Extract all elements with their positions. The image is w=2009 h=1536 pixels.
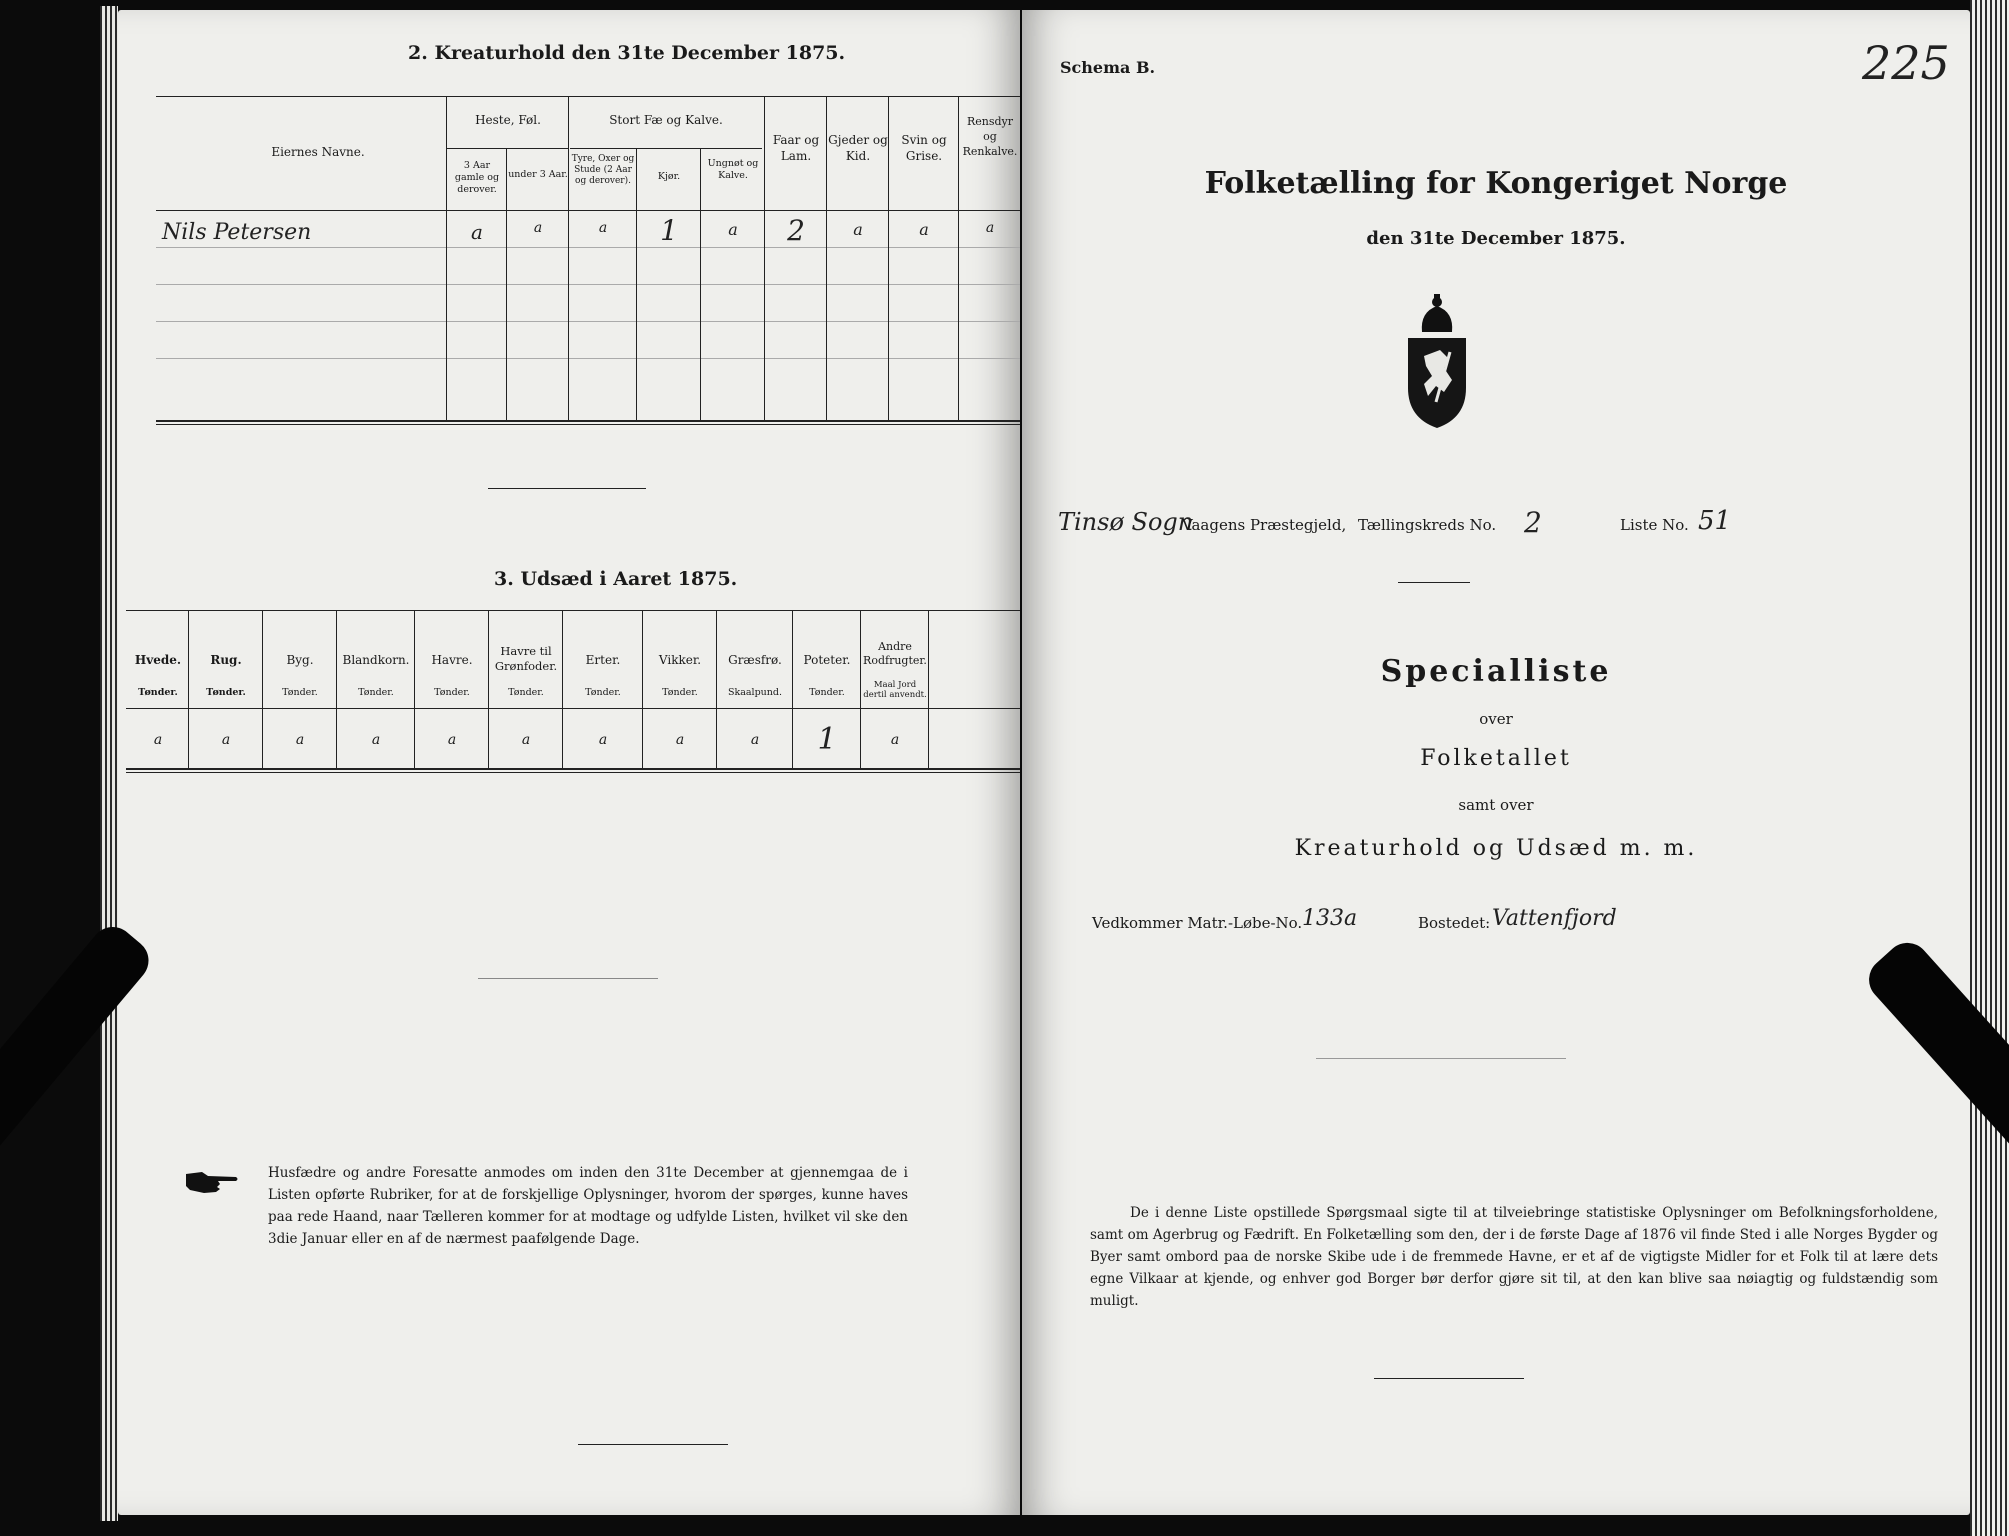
val-horses-under3: a xyxy=(533,220,543,236)
val-andre-rodfrugter: a xyxy=(890,732,900,748)
val-sheep: 2 xyxy=(787,214,805,247)
sogn-value: Tinsø Sogn xyxy=(1058,508,1194,536)
samt-over-label: samt over xyxy=(1458,796,1534,814)
val-havre-gronfoder: a xyxy=(521,732,531,748)
unit-blandkorn: Tønder. xyxy=(358,687,394,698)
unit-graesfro: Skaalpund. xyxy=(727,687,783,698)
col-poteter: Poteter. xyxy=(803,653,851,667)
col-hvede: Hvede. xyxy=(134,653,182,667)
page-number: 225 xyxy=(1862,36,1950,90)
liste-label: Liste No. xyxy=(1620,516,1689,534)
pointing-hand-icon xyxy=(184,1168,240,1196)
over-label: over xyxy=(1479,710,1513,728)
col-cattle-young: Ungnøt og Kalve. xyxy=(707,158,759,181)
divider xyxy=(488,488,646,489)
val-pigs: a xyxy=(919,220,929,239)
col-cattle-cows: Kjør. xyxy=(657,171,681,182)
section2-heading: 2. Kreaturhold den 31te December 1875. xyxy=(408,42,846,64)
faint-rule-right xyxy=(1316,1058,1566,1059)
unit-havre-gronfoder: Tønder. xyxy=(508,687,544,698)
kreds-value: 2 xyxy=(1524,506,1542,539)
owner-name: Nils Petersen xyxy=(162,220,312,245)
col-sheep: Faar og Lam. xyxy=(772,133,820,163)
col-havre-gronfoder: Havre til Grønfoder. xyxy=(494,644,558,673)
val-graesfro: a xyxy=(750,732,760,748)
schema-label: Schema B. xyxy=(1060,58,1156,77)
col-horses: Heste, Føl. xyxy=(475,113,541,127)
col-erter: Erter. xyxy=(585,653,621,667)
main-title: Folketælling for Kongeriget Norge xyxy=(1204,166,1788,201)
val-vikker: a xyxy=(675,732,685,748)
val-goats: a xyxy=(853,220,863,239)
col-cattle-bulls: Tyre, Oxer og Stude (2 Aar og derover). xyxy=(571,154,635,186)
val-havre: a xyxy=(447,732,457,748)
bottom-rule xyxy=(578,1444,728,1445)
col-blandkorn: Blandkorn. xyxy=(342,653,410,667)
val-cattle-cows: 1 xyxy=(660,214,678,247)
col-pigs: Svin og Grise. xyxy=(901,133,947,163)
col-horses-3up: 3 Aar gamle og derover. xyxy=(454,160,500,195)
col-horses-under3: under 3 Aar. xyxy=(508,169,568,180)
bosted-value: Vattenfjord xyxy=(1492,906,1617,931)
unit-byg: Tønder. xyxy=(282,687,318,698)
col-reindeer: Rensdyr og Renkalve. xyxy=(962,115,1018,158)
col-graesfro: Græsfrø. xyxy=(728,653,782,667)
unit-havre: Tønder. xyxy=(434,687,470,698)
page-stack-right xyxy=(1970,0,2009,1536)
val-cattle-bulls: a xyxy=(598,220,608,236)
unit-andre-rodfrugter: Maal Jord dertil anvendt. xyxy=(863,680,927,700)
folketallet-label: Folketallet xyxy=(1420,746,1572,771)
kreds-label: Tællingskreds No. xyxy=(1358,516,1497,534)
val-erter: a xyxy=(598,732,608,748)
val-hvede: a xyxy=(153,732,163,748)
val-poteter: 1 xyxy=(817,722,837,757)
col-havre: Havre. xyxy=(431,653,473,667)
main-subtitle: den 31te December 1875. xyxy=(1366,228,1626,249)
val-rug: a xyxy=(221,732,231,748)
val-blandkorn: a xyxy=(371,732,381,748)
col-vikker: Vikker. xyxy=(658,653,702,667)
col-rug: Rug. xyxy=(210,653,242,667)
bottom-rule-right xyxy=(1374,1378,1524,1379)
matr-value: 133a xyxy=(1302,906,1358,931)
notice-text: Husfædre og andre Foresatte anmodes om inden den 31te December at gjennemgaa de i Listen opførte Rubriker, for at de forskjellige Oplysninger, hvorom der spørges, kunne haves paa rede Haand, naar Tælleren kommer for at modtage og udfylde Listen, hvilket vil ske den 3die Januar eller en af de nærmest paafølgende Dage. xyxy=(268,1165,908,1247)
praestegjeld-label: Vaagens Præstegjeld, xyxy=(1182,516,1347,534)
unit-rug: Tønder. xyxy=(206,687,246,698)
col-byg: Byg. xyxy=(286,653,314,667)
val-byg: a xyxy=(295,732,305,748)
val-cattle-young: a xyxy=(728,220,738,239)
col-goats: Gjeder og Kid. xyxy=(828,133,888,163)
left-page xyxy=(118,10,1020,1515)
page-stack-left xyxy=(100,6,118,1521)
val-reindeer: a xyxy=(985,220,995,236)
right-page xyxy=(1022,10,1970,1515)
bosted-label: Bostedet: xyxy=(1418,914,1491,932)
matr-label: Vedkommer Matr.-Løbe-No. xyxy=(1092,914,1303,932)
unit-erter: Tønder. xyxy=(585,687,621,698)
unit-vikker: Tønder. xyxy=(662,687,698,698)
coat-of-arms-icon xyxy=(1396,292,1478,432)
val-horses-3up: a xyxy=(471,220,483,244)
unit-poteter: Tønder. xyxy=(809,687,845,698)
section3-heading: 3. Udsæd i Aaret 1875. xyxy=(494,568,738,590)
kreaturhold-label: Kreaturhold og Udsæd m. m. xyxy=(1294,836,1698,861)
col-cattle: Stort Fæ og Kalve. xyxy=(609,113,723,127)
liste-value: 51 xyxy=(1698,506,1732,536)
unit-hvede: Tønder. xyxy=(138,687,178,698)
faint-rule xyxy=(478,978,658,979)
specialliste-title: Specialliste xyxy=(1380,654,1612,689)
divider-short xyxy=(1398,582,1470,583)
col-andre-rodfrugter: Andre Rodfrugter. xyxy=(863,640,927,667)
col-owner: Eiernes Navne. xyxy=(271,145,365,159)
intro-text: De i denne Liste opstillede Spørgsmaal sigte til at tilveiebringe statistiske Oplysninger om Befolkningsforholdene, samt om Agerbrug og Fædrift. En Folketælling som den, der i de første Dage af 1876 vil finde Sted i alle Norges Bygder og Byer samt ombord paa de norske Skibe ude i de fremmede Havne, er et af de vigtigste Midler for et Folk til at lære dets egne Vilkaar at kjende, og enhver god Borger bør derfor gjøre sit til, at den kan blive saa nøiagtig og fuldstændig som muligt. xyxy=(1090,1205,1938,1309)
